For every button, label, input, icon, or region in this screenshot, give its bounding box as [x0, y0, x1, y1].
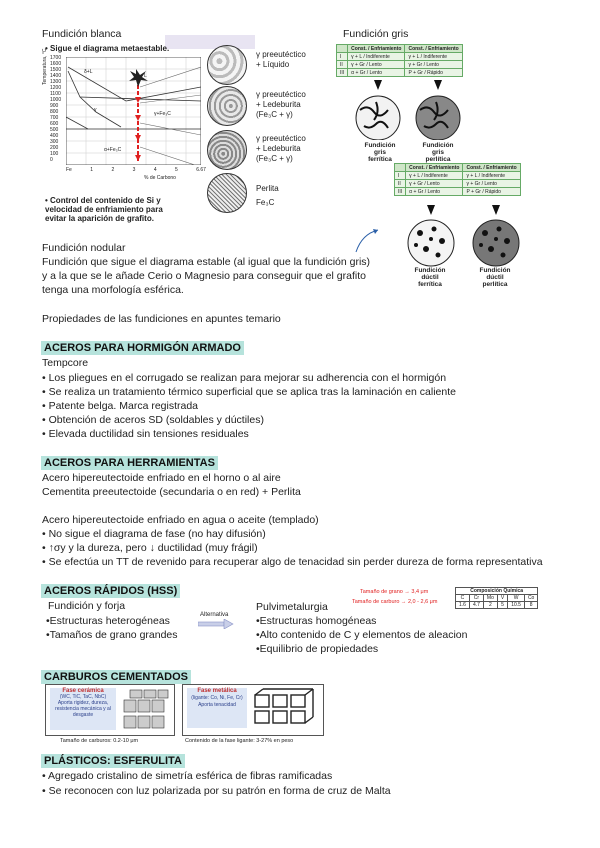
concrete-bullet: • Elevada ductilidad sin tensiones residuales: [42, 428, 249, 440]
white-iron-title: Fundición blanca: [42, 28, 122, 40]
binder-content-caption: Contenido de la fase ligante: 3-27% en peso: [185, 738, 294, 744]
gray-ferritic-label: [360, 142, 400, 163]
ceramic-text-box: [50, 688, 116, 730]
table-cell: γ + Gr / Lento: [463, 180, 520, 188]
caption-line: perlítica: [482, 281, 508, 288]
micrograph-2: [207, 86, 247, 126]
table-cell: α + Gr / Lento: [348, 69, 405, 77]
x-ticks: [66, 167, 206, 173]
micro-label-line: γ preeutéctico: [256, 134, 306, 143]
concrete-bullet: • Los pliegues en el corrugado se realizan para mejorar su adherencia con el hormigón: [42, 372, 447, 384]
micro-label-line: γ preeutéctico: [256, 90, 306, 99]
hss-left-title: Fundición y forja: [48, 600, 126, 612]
tempcore-subtitle: Tempcore: [42, 357, 89, 369]
y-tick: 1600: [50, 61, 62, 67]
concrete-bullet: • Obtención de aceros SD (soldables y dúctiles): [42, 414, 264, 426]
carbide-size-caption: Tamaño de carburos: 0.2-10 μm: [60, 738, 139, 744]
plastics-heading: PLÁSTICOS: ESFERULITA: [41, 754, 185, 768]
y-ticks: [50, 55, 61, 163]
caption-line: Fundición gris: [364, 142, 396, 156]
table-cell: γ + Gr / Lento: [348, 61, 405, 69]
phase-label: γ: [94, 107, 97, 113]
nodular-line: tenga una morfología esférica.: [42, 284, 184, 296]
ductile-micrographs: [398, 205, 528, 267]
x-tick: 6.67: [196, 167, 206, 173]
ductile-table: [394, 163, 521, 196]
phase-label: δ+L: [84, 69, 93, 75]
y-tick: 0: [50, 157, 53, 163]
y-tick: 800: [50, 109, 59, 115]
table-cell: 10.5: [508, 602, 525, 609]
gray-iron-table: [336, 44, 463, 77]
table-header: Cr: [469, 595, 483, 602]
table-header: Const. / Enfriamiento: [405, 45, 462, 53]
carbide-size-line: Tamaño de carburo → 2,0 - 2,6 μm: [352, 599, 438, 605]
table-cell: P + Gr / Rápido: [463, 188, 520, 196]
control-note-line: evitar la aparición de grafito.: [45, 214, 154, 223]
plastics-bullet: • Agregado cristalino de simetría esférica de fibras ramificadas: [42, 770, 333, 782]
table-cell: II: [395, 180, 406, 188]
ceramic-subtitle: (WC, TiC, TaC, NbC): [59, 694, 107, 700]
y-tick: 700: [50, 115, 59, 121]
table-cell: γ + Gr / Lento: [405, 61, 462, 69]
x-tick: 2: [111, 167, 115, 173]
table-cell: 8: [524, 602, 537, 609]
caption-line: Fundición dúctil: [479, 267, 511, 281]
metal-prop: Aporta tenacidad: [198, 702, 236, 708]
arrow-right-icon: [198, 619, 234, 629]
table-cell: γ + L / Indiferente: [463, 172, 520, 180]
table-header: Co: [524, 595, 537, 602]
micro-label-line: (Fe₃C + γ): [256, 154, 293, 163]
x-tick: 3: [132, 167, 136, 173]
y-tick: 600: [50, 121, 59, 127]
ductile-pearlitic-label: [470, 267, 520, 288]
properties-note: Propiedades de las fundiciones en apuntes temario: [42, 313, 281, 325]
ceramic-title: Fase cerámica: [62, 688, 104, 694]
phase-label: α+Fe₃C: [104, 147, 122, 153]
concrete-bullet: • Patente belga. Marca registrada: [42, 400, 199, 412]
phase-label: γ+Fe₃C: [154, 111, 171, 117]
micrograph-3: [207, 130, 247, 170]
table-cell: 4.7: [469, 602, 483, 609]
tools-line: Acero hipereutectoide enfriado en agua o aceite (templado): [42, 514, 319, 526]
tools-bullet: • No sigue el diagrama de fase (no hay difusión): [42, 528, 266, 540]
y-tick: 1000: [50, 97, 62, 103]
ceramic-prop: resistencia mecánica y al: [55, 706, 111, 712]
micro-label-line: + Líquido: [256, 60, 290, 69]
table-cell: II: [337, 61, 348, 69]
caption-line: ferrítica: [368, 156, 392, 163]
hss-left-item: •Tamaños de grano grandes: [46, 629, 178, 641]
plastics-bullet: • Se reconocen con luz polarizada por su patrón en forma de cruz de Malta: [42, 785, 391, 797]
nodular-title: Fundición nodular: [42, 242, 126, 254]
ductile-ferritic-label: [405, 267, 455, 288]
y-tick: 500: [50, 127, 59, 133]
y-tick: 300: [50, 139, 59, 145]
control-note-line: velocidad de enfriamiento para: [45, 205, 163, 214]
y-tick: 1100: [50, 91, 61, 97]
y-tick: 400: [50, 133, 59, 139]
table-cell: [337, 45, 348, 53]
table-header: W: [508, 595, 525, 602]
table-cell: α + Gr / Lento: [406, 188, 463, 196]
y-tick: 1500: [50, 67, 62, 73]
y-tick: 100: [50, 151, 59, 157]
hss-left-item: •Estructuras heterogéneas: [46, 615, 170, 627]
gray-iron-title: Fundición gris: [343, 28, 409, 40]
alternativa-label: Alternativa: [200, 612, 229, 618]
x-tick: 5: [175, 167, 178, 173]
table-header: V: [497, 595, 507, 602]
caption-line: perlítica: [425, 156, 451, 163]
phase-label: L: [144, 73, 147, 79]
y-tick: 900: [50, 103, 59, 109]
hss-heading: ACEROS RÁPIDOS (HSS): [41, 584, 180, 598]
x-tick: 4: [153, 167, 157, 173]
table-header: C: [456, 595, 470, 602]
caption-line: Fundición dúctil: [414, 267, 446, 281]
tools-line: Acero hipereutectoide enfriado en el horno o al aire: [42, 472, 281, 484]
micro-label-line: (Fe₃C + γ): [256, 110, 293, 119]
hss-right-item: •Alto contenido de C y elementos de aleacion: [256, 629, 468, 641]
micro-label-line: + Ledeburita: [256, 100, 301, 109]
micro-label-line: γ preeutéctico: [256, 50, 306, 59]
highlight-strip: [165, 35, 255, 49]
table-cell: 5: [497, 602, 507, 609]
ceramic-phase-panel: [45, 684, 175, 736]
table-cell: γ + L / Indiferente: [405, 53, 462, 61]
table-cell: I: [337, 53, 348, 61]
caption-line: ferrítica: [418, 281, 442, 288]
table-cell: I: [395, 172, 406, 180]
table-cell: 2: [483, 602, 497, 609]
metastable-bullet: • Sigue el diagrama metaestable.: [45, 44, 170, 53]
y-tick: 1700: [50, 55, 62, 61]
table-cell: [395, 164, 406, 172]
tools-line: Cementita preeutectoide (secundaria o en red) + Perlita: [42, 486, 301, 498]
table-cell: γ + Gr / Lento: [406, 180, 463, 188]
micro-label-2: [256, 90, 306, 120]
micro-label-line: + Ledeburita: [256, 144, 301, 153]
y-tick: 1400: [50, 73, 62, 79]
hss-right-item: •Estructuras homogéneas: [256, 615, 377, 627]
control-note-line: • Control del contenido de Si y: [45, 196, 161, 205]
table-cell: 1.6: [456, 602, 470, 609]
micro-label-4: [256, 182, 279, 210]
table-header: Const. / Enfriamiento: [348, 45, 405, 53]
micro-label-3: [256, 134, 306, 164]
x-axis-label: % de Carbono: [144, 175, 176, 181]
micro-label-1: [256, 50, 306, 70]
composition-table: [455, 587, 538, 609]
control-note: [45, 196, 163, 223]
x-tick: 1: [90, 167, 94, 173]
nodular-line: y a la que se le añade Cerio o Magnesio para conseguir que el grafito: [42, 270, 366, 282]
micro-label-line: Fe₃C: [256, 198, 275, 207]
table-cell: γ + L / Indiferente: [348, 53, 405, 61]
table-header: Const. / Enfriamiento: [406, 164, 463, 172]
carbides-heading: CARBUROS CEMENTADOS: [41, 670, 191, 684]
concrete-heading: ACEROS PARA HORMIGÓN ARMADO: [41, 341, 244, 355]
metal-subtitle: (ligante: Co, Ni, Fe, Cr): [191, 695, 243, 701]
grain-size-note: [352, 587, 438, 607]
y-tick: 1200: [50, 85, 62, 91]
ceramic-cubes-icon: [122, 688, 170, 732]
ceramic-prop: desgaste: [72, 712, 94, 718]
hss-right-item: •Equilibrio de propiedades: [256, 643, 379, 655]
composition-title: Composición Química: [456, 588, 538, 595]
metal-phase-panel: [182, 684, 324, 736]
micrograph-4: [207, 173, 247, 213]
gray-iron-micrographs: [346, 80, 466, 140]
x-tick: Fe: [66, 167, 72, 173]
table-cell: III: [395, 188, 406, 196]
metal-text-box: [187, 688, 247, 728]
table-cell: γ + L / Indiferente: [406, 172, 463, 180]
micro-label-line: Perlita: [256, 184, 279, 193]
table-header: Const. / Enfriamiento: [463, 164, 520, 172]
y-tick: 200: [50, 145, 59, 151]
metal-title: Fase metálica: [197, 688, 237, 694]
table-header: Mo: [483, 595, 497, 602]
caption-line: Fundición gris: [422, 142, 454, 156]
table-cell: P + Gr / Rápido: [405, 69, 462, 77]
hss-right-title: Pulvimetalurgia: [256, 601, 328, 613]
tools-bullet: • Se efectúa un TT de revenido para recuperar algo de tenacidad sin perder dureza de forma representativa: [42, 556, 543, 568]
gray-pearlitic-label: [418, 142, 458, 163]
concrete-bullet: • Se realiza un tratamiento térmico superficial que se aplica tras la laminación en caliente: [42, 386, 456, 398]
tools-heading: ACEROS PARA HERRAMIENTAS: [41, 456, 218, 470]
curved-arrow-icon: [354, 226, 384, 254]
ceramic-prop: Aporta rigidez, dureza,: [57, 700, 109, 706]
y-tick: 1300: [50, 79, 62, 85]
micrograph-1: [207, 45, 247, 85]
nodular-line: Fundición que sigue el diagrama estable (al igual que la fundición gris): [42, 256, 371, 268]
y-axis-label: Temperatura, °C: [42, 48, 48, 85]
metal-lattice-icon: [251, 687, 321, 733]
tools-bullet: • ↑σy y la dureza, pero ↓ ductilidad (muy frágil): [42, 542, 258, 554]
table-cell: III: [337, 69, 348, 77]
grain-size-line: Tamaño de grano → 3,4 μm: [360, 589, 429, 595]
